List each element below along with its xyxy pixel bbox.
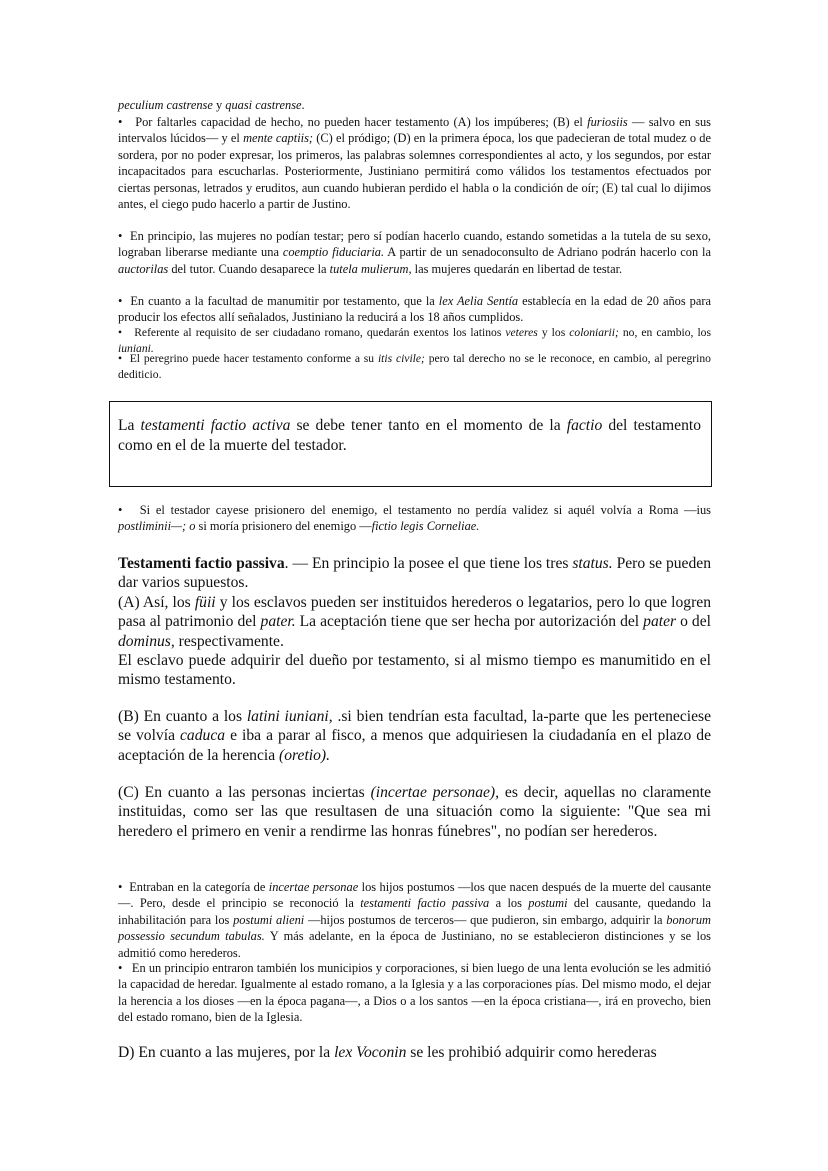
framed-note-factio-activa: La testamenti factio activa se debe tener tanto en el momento de la factio del testamento como en el de la muerte del testador. [109, 401, 712, 487]
section-testamenti-factio-passiva: Testamenti factio passiva. — En principio la posee el que tiene los tres status. Pero se pueden dar varios supuestos. [118, 555, 711, 592]
bullet-manumitir: • En cuanto a la facultad de manumitir por testamento, que la lex Aelia Sentía establecía en la edad de 20 años para producir los efectos allí señalados, Justiniano la reducirá a los 18 años cumplidos. [118, 294, 711, 325]
bullet-mark: • [118, 352, 123, 365]
bullet-mark: • [118, 294, 123, 308]
paragraph-b-latini-iuniani: (B) En cuanto a los latini iuniani, .si bien tendrían esta facultad, la-parte que les perteneciese se volvía caduca e iba a parar al fisco, a menos que adquiriesen la ciudadanía en el plazo de aceptación de la herencia (oretio). [118, 708, 711, 764]
bullet-municipios-corporaciones: • En un principio entraron también los municipios y corporaciones, si bien luego de una lenta evolución se les admitió la capacidad de heredar. Igualmente al estado romano, a la Iglesia y a las corporaciones pías. Del mismo modo, el dejar la herencia a los dioses —en la época pagana—, a Dios o a los santos —en la época cristiana—, irá en provecho, bien del estado romano, bien de la Iglesia. [118, 961, 711, 1025]
bullet-prisionero: • Si el testador cayese prisionero del enemigo, el testamento no perdía validez si aquél volvía a Roma —ius postliminii—; o si moría prisionero del enemigo —fictio legis Corneliae. [118, 503, 711, 534]
bullet-mark: • [118, 880, 123, 894]
paragraph-a-filii-esclavos: (A) Así, los füii y los esclavos pueden ser instituidos herederos o legatarios, pero lo que logren pasa al patrimonio del pater. La aceptación tiene que ser hecha por autorización del pater o del dominus, respectivamente. [118, 594, 712, 650]
bullet-mark: • [118, 503, 123, 517]
bullet-mark: • [118, 115, 123, 129]
bullet-mark: • [118, 229, 123, 243]
bullet-mark: • [118, 326, 123, 339]
paragraph-esclavo-manumitido: El esclavo puede adquirir del dueño por testamento, si al mismo tiempo es manumitido en el mismo testamento. [118, 652, 711, 689]
paragraph-d-mujeres: D) En cuanto a las mujeres, por la lex Voconin se les prohibió adquirir como herederas [118, 1044, 657, 1061]
section-heading: Testamenti factio passiva [118, 555, 285, 572]
intro-line: peculium castrense y quasi castrense. [118, 98, 305, 112]
bullet-ciudadano-romano: • Referente al requisito de ser ciudadano romano, quedarán exentos los latinos veteres y los coloniarii; no, en cambio, los iuniani. [118, 326, 711, 356]
bullet-peregrino: • El peregrino puede hacer testamento conforme a su itis civile; pero tal derecho no se le reconoce, en cambio, al peregrino dediticio. [118, 352, 711, 382]
bullet-capacidad-de-hecho: • Por faltarles capacidad de hecho, no pueden hacer testamento (A) los impúberes; (B) el furiosiis — salvo en sus intervalos lúcidos— y el mente captiis; (C) el pródigo; (D) en la primera época, los que padecieran de total mudez o de sordera, por no poder expresar, los primeros, las palabras solemnes correspondientes al acto, y los segundos, por estar incapacitados para escucharlas. Posteriormente, Justiniano permitirá como válidos los testamentos efectuados por ciertas personas, letrados y eruditos, aun cuando hubieran perdido el habla o la condición de oír; (E) tal cual lo dijimos antes, el ciego pudo hacerlo a partir de Justino. [118, 115, 711, 212]
bullet-mujeres: • En principio, las mujeres no podían testar; pero sí podían hacerlo cuando, estando sometidas a la tutela de su sexo, lograban liberarse mediante una coemptio fiduciaria. A partir de un senadoconsulto de Adriano podrán hacerlo con la auctorilas del tutor. Cuando desaparece la tutela mulierum, las mujeres quedarán en libertad de testar. [118, 229, 711, 276]
bullet-mark: • [118, 961, 123, 975]
paragraph-c-incertae-personae: (C) En cuanto a las personas inciertas (incertae personae), es decir, aquellas no claramente instituidas, como ser las que resultasen de una situación como la siguiente: "Que sea mi heredero el primero en venir a rendirme las honras fúnebres", no podían ser herederos. [118, 784, 711, 840]
bullet-hijos-postumos: • Entraban en la categoría de incertae personae los hijos postumos —los que nacen después de la muerte del causante—. Pero, desde el principio se reconoció la testamenti factio passiva a los postumi del causante, quedando la inhabilitación para los postumi alieni —hijos postumos de terceros— que pudieron, sin embargo, adquirir la bonorum possessio secundum tabulas. Y más adelante, en la época de Justiniano, no se establecieron distinciones y se los admitió como herederos. [118, 880, 711, 960]
